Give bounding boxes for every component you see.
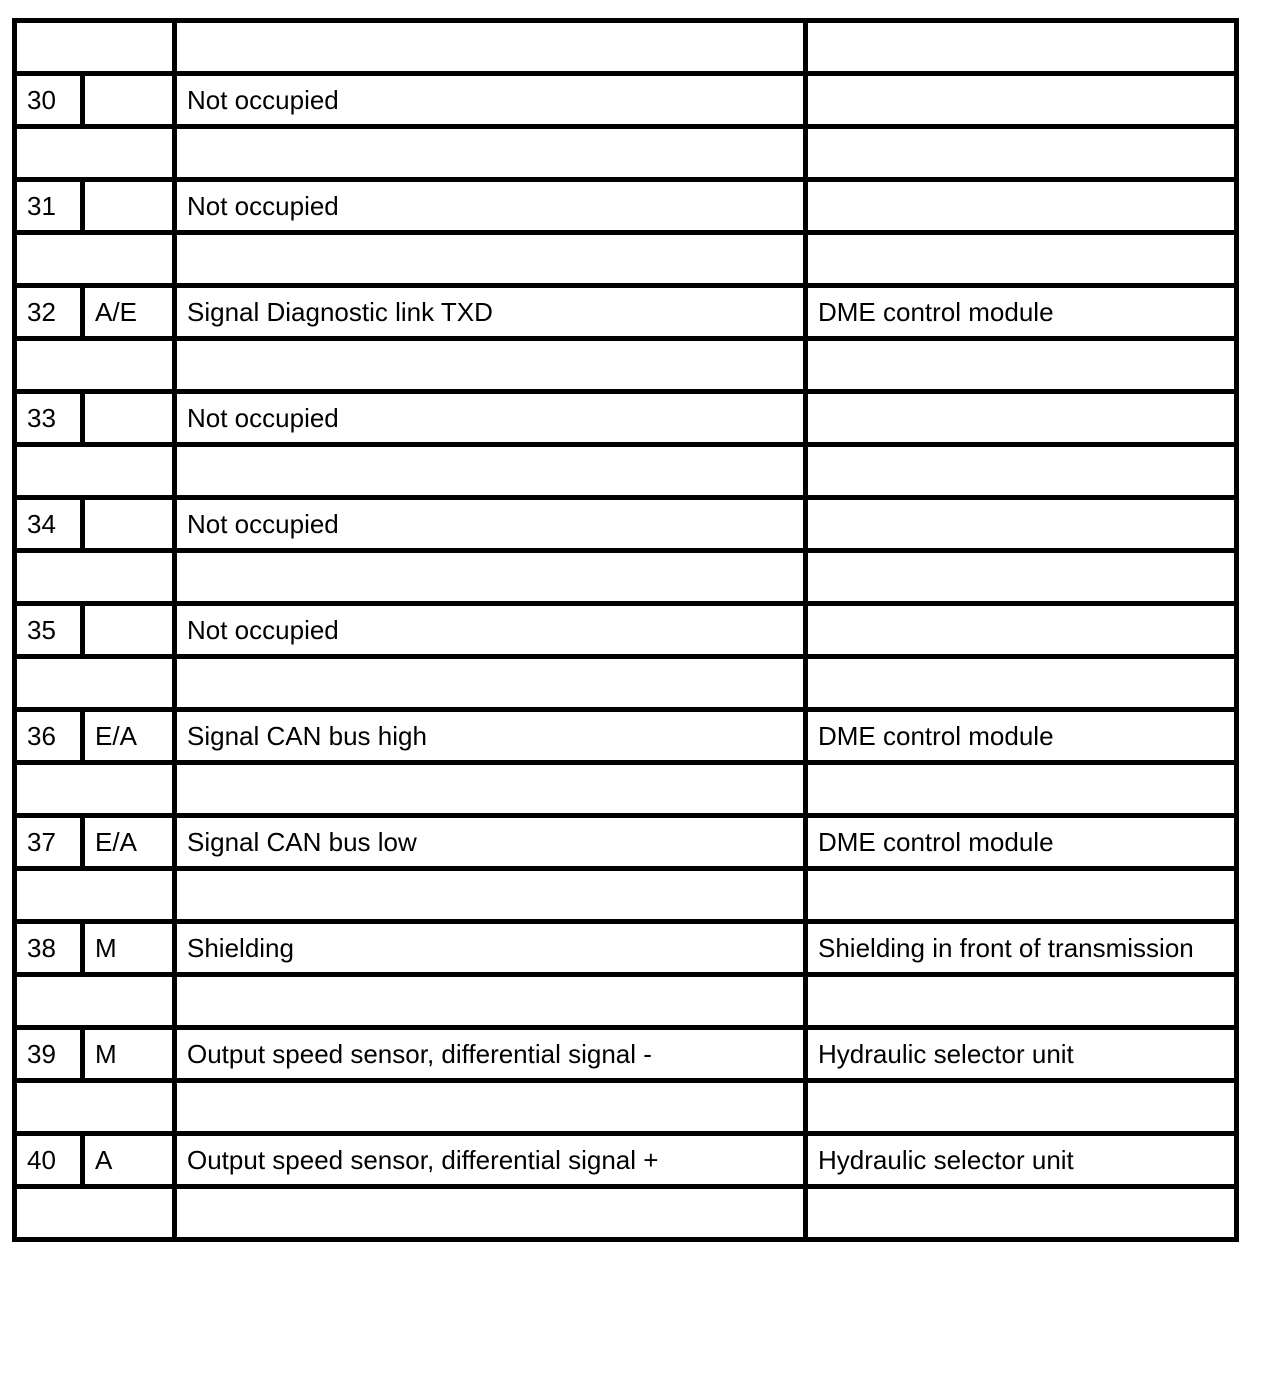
blank-row (15, 127, 1237, 180)
signal-cell: Output speed sensor, differential signal + (175, 1134, 806, 1187)
blank-cell (806, 1187, 1237, 1240)
pin-table-body (15, 21, 1237, 1240)
blank-cell (15, 657, 175, 710)
signal-cell: Not occupied (175, 180, 806, 233)
blank-cell (175, 445, 806, 498)
connected-to-cell: Hydraulic selector unit (806, 1134, 1237, 1187)
pin-number-cell: 32 (15, 286, 83, 339)
pin-number-cell: 30 (15, 74, 83, 127)
blank-row (15, 21, 1237, 74)
pin-type-cell: M (83, 922, 175, 975)
blank-cell (175, 1187, 806, 1240)
table-row (15, 1134, 1237, 1187)
connected-to-cell (806, 498, 1237, 551)
pin-number-cell: 33 (15, 392, 83, 445)
connected-to-cell (806, 74, 1237, 127)
blank-cell (175, 975, 806, 1028)
table-row (15, 392, 1237, 445)
blank-cell (15, 975, 175, 1028)
blank-cell (175, 763, 806, 816)
pin-number-cell: 40 (15, 1134, 83, 1187)
pin-number-cell: 31 (15, 180, 83, 233)
signal-cell: Signal Diagnostic link TXD (175, 286, 806, 339)
table-row (15, 498, 1237, 551)
blank-cell (806, 339, 1237, 392)
pin-type-cell (83, 74, 175, 127)
blank-row (15, 763, 1237, 816)
blank-row (15, 975, 1237, 1028)
connected-to-cell (806, 604, 1237, 657)
blank-cell (15, 339, 175, 392)
pin-number-cell: 35 (15, 604, 83, 657)
connected-to-cell: DME control module (806, 710, 1237, 763)
blank-cell (175, 869, 806, 922)
blank-cell (806, 233, 1237, 286)
blank-cell (806, 127, 1237, 180)
table-row (15, 1028, 1237, 1081)
blank-cell (175, 233, 806, 286)
pin-type-cell: E/A (83, 816, 175, 869)
blank-cell (175, 21, 806, 74)
blank-cell (175, 1081, 806, 1134)
connected-to-cell: Shielding in front of transmission (806, 922, 1237, 975)
connected-to-cell (806, 180, 1237, 233)
signal-cell: Not occupied (175, 392, 806, 445)
pin-number-cell: 37 (15, 816, 83, 869)
blank-cell (15, 127, 175, 180)
blank-cell (806, 445, 1237, 498)
table-row (15, 816, 1237, 869)
signal-cell: Shielding (175, 922, 806, 975)
blank-cell (15, 445, 175, 498)
pin-type-cell: M (83, 1028, 175, 1081)
connected-to-cell: Hydraulic selector unit (806, 1028, 1237, 1081)
blank-cell (806, 975, 1237, 1028)
blank-row (15, 657, 1237, 710)
pin-type-cell: E/A (83, 710, 175, 763)
blank-cell (15, 869, 175, 922)
connected-to-cell: DME control module (806, 286, 1237, 339)
table-row (15, 922, 1237, 975)
pin-assignment-table (12, 18, 1239, 1242)
blank-cell (175, 127, 806, 180)
table-row (15, 286, 1237, 339)
pin-type-cell: A/E (83, 286, 175, 339)
blank-cell (15, 21, 175, 74)
blank-cell (15, 763, 175, 816)
blank-cell (15, 1081, 175, 1134)
pin-number-cell: 34 (15, 498, 83, 551)
blank-cell (15, 233, 175, 286)
blank-cell (15, 551, 175, 604)
blank-row (15, 233, 1237, 286)
signal-cell: Not occupied (175, 74, 806, 127)
signal-cell: Not occupied (175, 498, 806, 551)
blank-cell (175, 551, 806, 604)
pin-type-cell (83, 498, 175, 551)
blank-row (15, 1187, 1237, 1240)
blank-cell (806, 21, 1237, 74)
blank-row (15, 339, 1237, 392)
blank-cell (806, 763, 1237, 816)
blank-cell (806, 1081, 1237, 1134)
pin-type-cell (83, 392, 175, 445)
blank-row (15, 1081, 1237, 1134)
table-row (15, 180, 1237, 233)
blank-row (15, 551, 1237, 604)
pin-number-cell: 38 (15, 922, 83, 975)
blank-cell (806, 551, 1237, 604)
signal-cell: Not occupied (175, 604, 806, 657)
table-row (15, 710, 1237, 763)
table-row (15, 74, 1237, 127)
connected-to-cell: DME control module (806, 816, 1237, 869)
blank-cell (806, 657, 1237, 710)
connected-to-cell (806, 392, 1237, 445)
pin-type-cell (83, 180, 175, 233)
table-row (15, 604, 1237, 657)
pin-number-cell: 36 (15, 710, 83, 763)
blank-row (15, 445, 1237, 498)
blank-row (15, 869, 1237, 922)
pin-number-cell: 39 (15, 1028, 83, 1081)
blank-cell (15, 1187, 175, 1240)
signal-cell: Signal CAN bus low (175, 816, 806, 869)
blank-cell (806, 869, 1237, 922)
signal-cell: Output speed sensor, differential signal - (175, 1028, 806, 1081)
pin-type-cell: A (83, 1134, 175, 1187)
blank-cell (175, 339, 806, 392)
pin-type-cell (83, 604, 175, 657)
blank-cell (175, 657, 806, 710)
signal-cell: Signal CAN bus high (175, 710, 806, 763)
